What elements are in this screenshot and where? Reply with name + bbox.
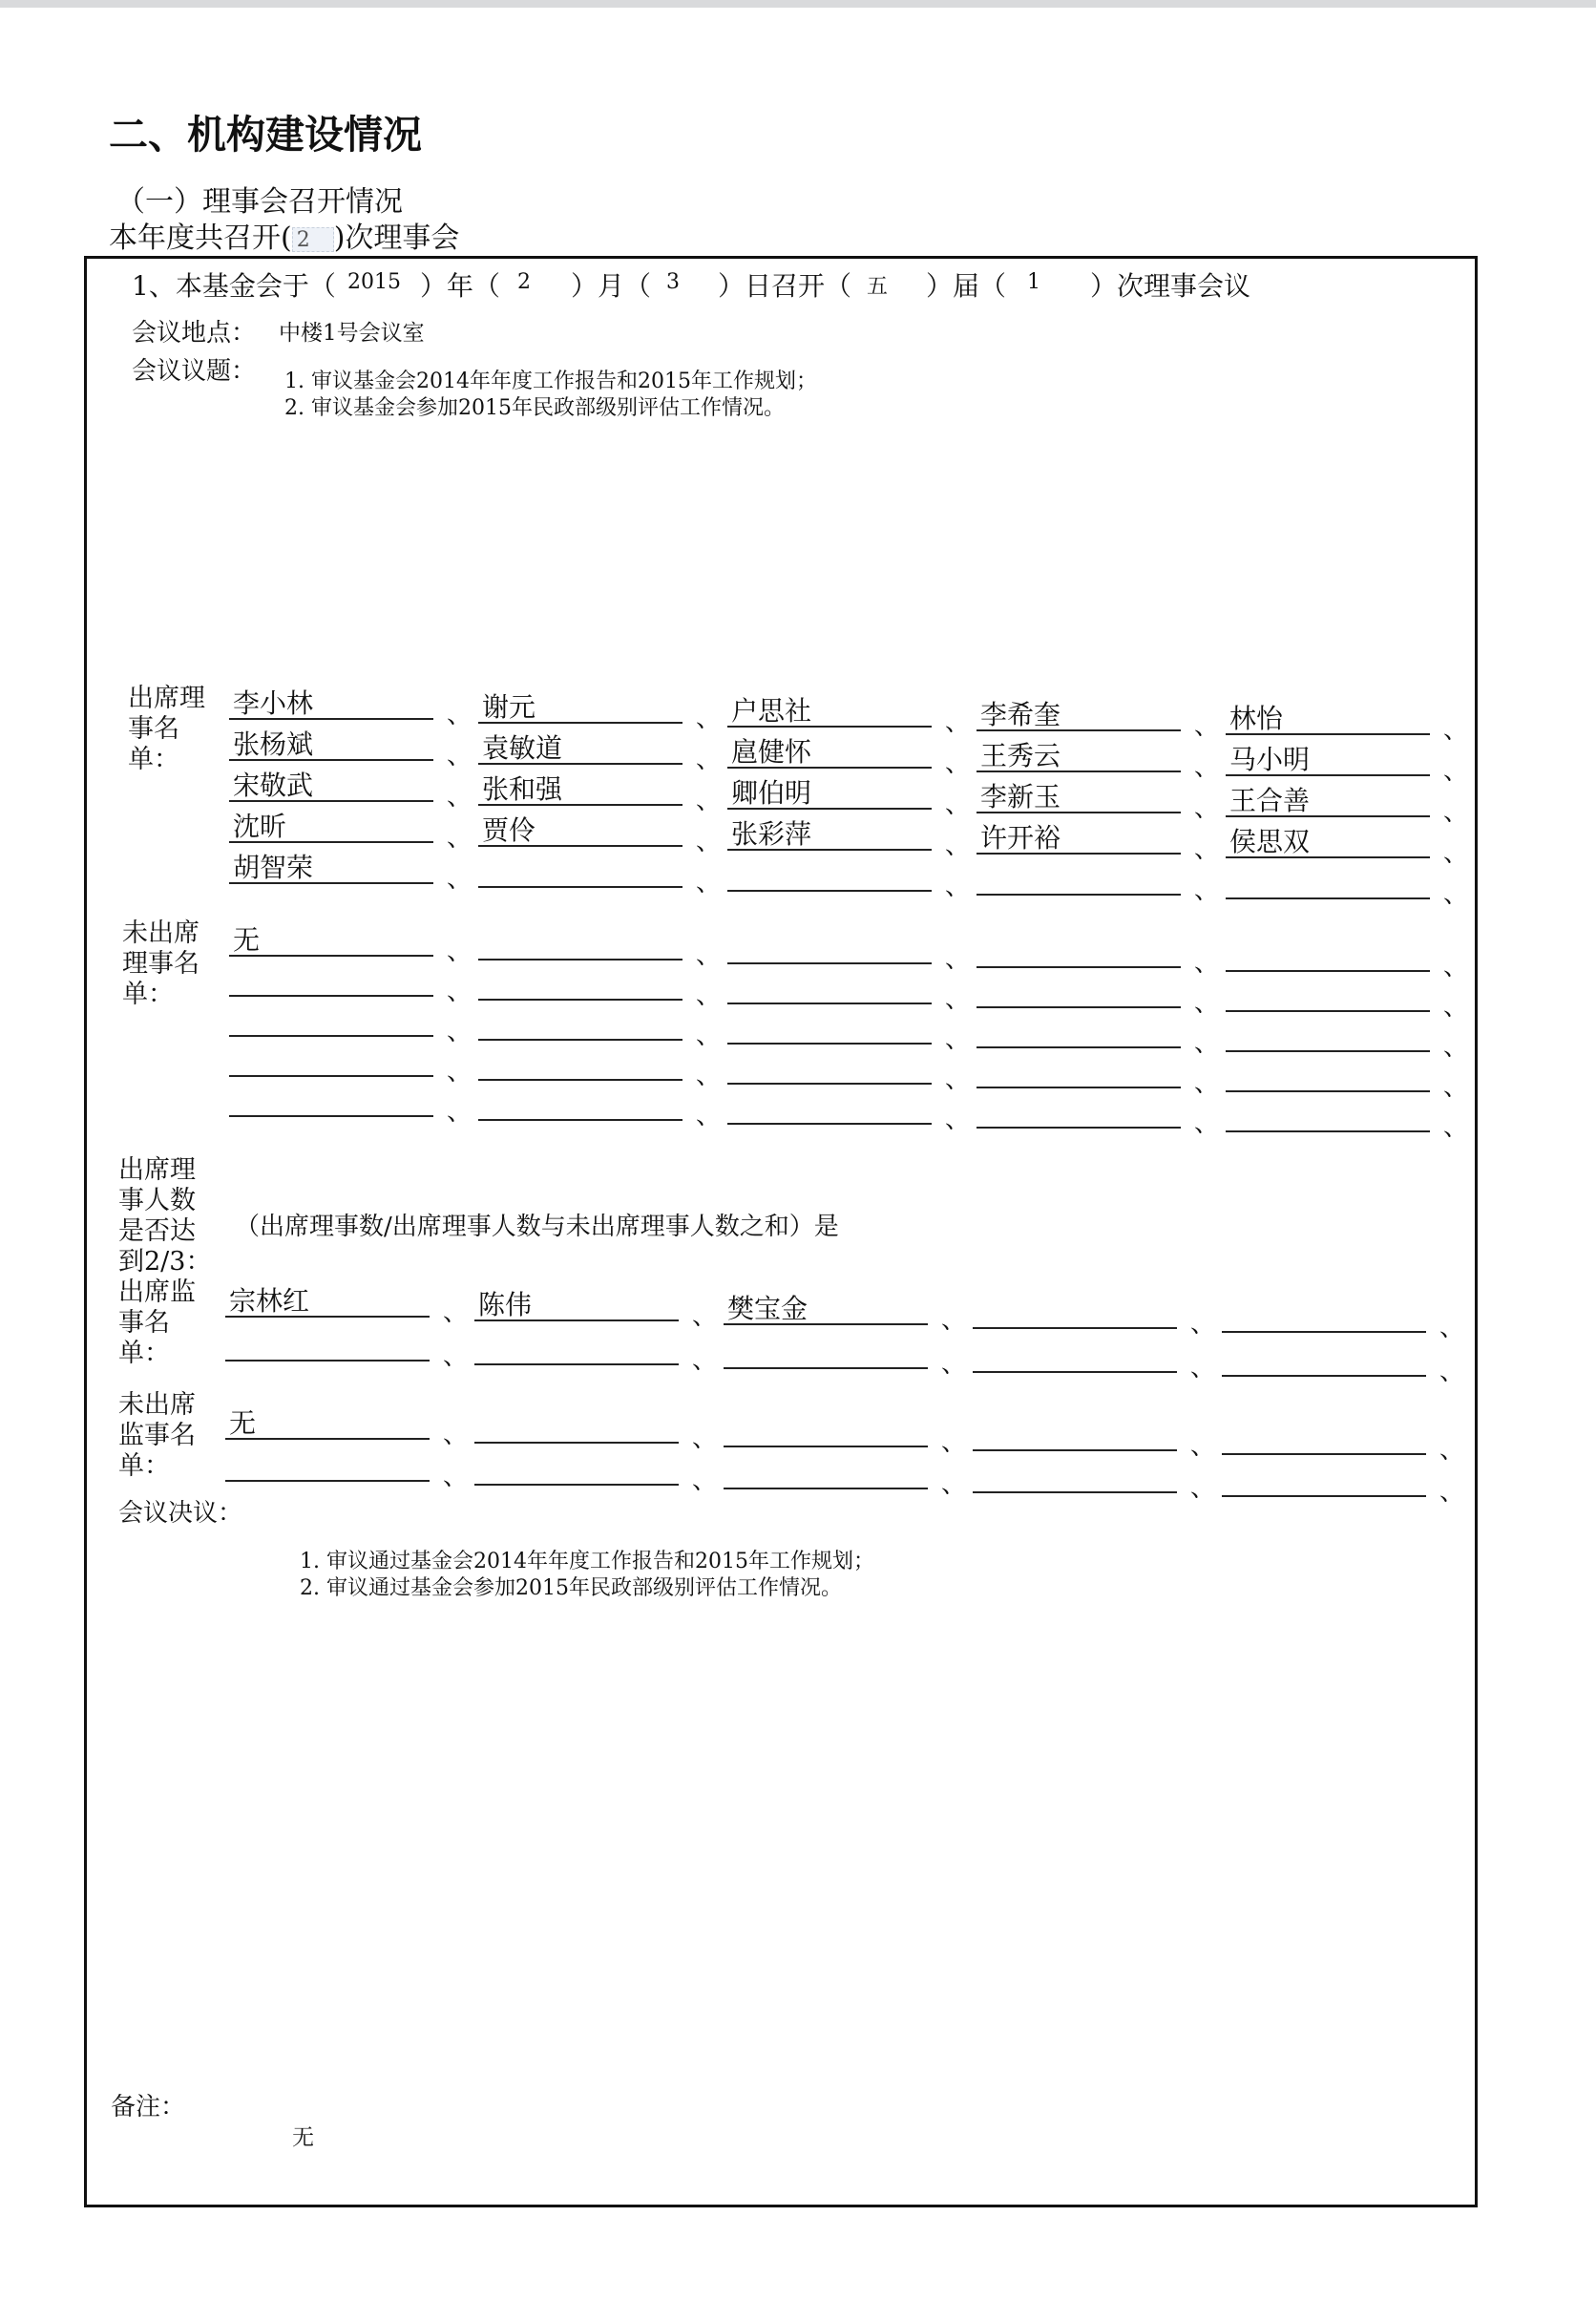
- separator-mark: 、: [1194, 1069, 1220, 1098]
- separator-mark: 、: [1194, 949, 1220, 978]
- separator-mark: 、: [696, 982, 722, 1010]
- separator-mark: 、: [447, 783, 472, 812]
- separator-mark: 、: [1443, 1033, 1469, 1062]
- absent-supervisor-field[interactable]: [724, 1457, 928, 1489]
- separator-mark: 、: [696, 705, 722, 733]
- attending-director-field[interactable]: 王秀云: [976, 740, 1181, 772]
- meeting-header-prefix: 1、本基金会于（: [132, 270, 336, 302]
- absent-director-field[interactable]: [727, 972, 932, 1004]
- subsection-title: （一）理事会召开情况: [116, 185, 403, 219]
- attending-director-field[interactable]: 贾伶: [478, 814, 682, 847]
- absent-supervisor-field[interactable]: [1222, 1423, 1426, 1455]
- absent-supervisor-field[interactable]: [474, 1411, 679, 1444]
- separator-mark: 、: [1443, 953, 1469, 982]
- meeting-year-unit: ）年（: [420, 270, 501, 302]
- meeting-day-unit: ）日召开（: [718, 270, 852, 302]
- separator-mark: 、: [1194, 989, 1220, 1018]
- separator-mark: 、: [692, 1467, 718, 1495]
- absent-director-field[interactable]: [478, 928, 682, 961]
- separator-mark: 、: [1443, 716, 1469, 745]
- separator-mark: 、: [696, 828, 722, 856]
- attending-directors-label: 出席理 事名 单：: [128, 684, 205, 774]
- attending-director-field[interactable]: 林怡: [1226, 703, 1430, 735]
- separator-mark: 、: [1443, 880, 1469, 909]
- attending-director-field[interactable]: 张彩萍: [727, 818, 932, 851]
- separator-mark: 、: [447, 1018, 472, 1046]
- separator-mark: 、: [696, 1022, 722, 1050]
- absent-director-field[interactable]: [1226, 939, 1430, 972]
- separator-mark: 、: [447, 1058, 472, 1087]
- absent-director-field[interactable]: [727, 1012, 932, 1045]
- absent-supervisor-field[interactable]: [724, 1415, 928, 1447]
- attending-director-field[interactable]: [727, 859, 932, 892]
- meeting-number-unit: ）次理事会议: [1090, 270, 1251, 302]
- attending-director-field[interactable]: 扈健怀: [727, 736, 932, 769]
- attending-supervisor-field[interactable]: [474, 1333, 679, 1365]
- absent-director-field[interactable]: [976, 976, 1181, 1008]
- absent-director-field[interactable]: [976, 1016, 1181, 1048]
- separator-mark: 、: [696, 787, 722, 815]
- absent-director-field[interactable]: [976, 1096, 1181, 1129]
- separator-mark: 、: [1194, 794, 1220, 823]
- separator-mark: 、: [945, 945, 971, 974]
- absent-director-field[interactable]: [1226, 1020, 1430, 1052]
- separator-mark: 、: [1443, 839, 1469, 868]
- attending-supervisor-field[interactable]: [973, 1340, 1177, 1373]
- absent-supervisor-field[interactable]: [973, 1419, 1177, 1451]
- absent-supervisor-field[interactable]: 无: [225, 1407, 430, 1440]
- separator-mark: 、: [443, 1421, 469, 1449]
- absent-supervisor-field[interactable]: [1222, 1465, 1426, 1497]
- resolutions-label: 会议决议：: [118, 1499, 243, 1528]
- absent-director-field[interactable]: [1226, 1060, 1430, 1092]
- resolution-item: 1. 审议通过基金会2014年年度工作报告和2015年工作规划；: [300, 1550, 874, 1573]
- attending-supervisor-field[interactable]: [225, 1329, 430, 1362]
- separator-mark: 、: [447, 1098, 472, 1127]
- absent-director-field[interactable]: 无: [229, 924, 433, 957]
- separator-mark: 、: [1439, 1314, 1465, 1342]
- separator-mark: 、: [692, 1346, 718, 1375]
- separator-mark: 、: [1194, 1109, 1220, 1138]
- separator-mark: 、: [447, 978, 472, 1006]
- absent-director-field[interactable]: [727, 932, 932, 964]
- scan-edge: [0, 0, 1596, 8]
- meeting-month-unit: ）月（: [571, 270, 652, 302]
- remarks-label: 备注：: [111, 2093, 186, 2122]
- attending-director-field[interactable]: 谢元: [478, 691, 682, 724]
- attending-supervisor-field[interactable]: 宗林红: [225, 1285, 430, 1318]
- attending-director-field[interactable]: [976, 863, 1181, 896]
- separator-mark: 、: [696, 941, 722, 970]
- separator-mark: 、: [945, 708, 971, 737]
- meeting-number[interactable]: 1: [1027, 270, 1040, 294]
- section-title: 二、机构建设情况: [109, 112, 422, 158]
- meeting-day[interactable]: 3: [666, 270, 680, 294]
- absent-supervisors-label: 未出席 监事名 单：: [118, 1390, 196, 1481]
- absent-supervisor-field[interactable]: [474, 1453, 679, 1486]
- attending-director-field[interactable]: 户思社: [727, 695, 932, 728]
- absent-director-field[interactable]: [727, 1092, 932, 1125]
- separator-mark: 、: [1194, 1029, 1220, 1058]
- separator-mark: 、: [945, 749, 971, 778]
- separator-mark: 、: [945, 985, 971, 1014]
- separator-mark: 、: [1443, 1113, 1469, 1142]
- separator-mark: 、: [692, 1425, 718, 1453]
- attending-director-field[interactable]: 许开裕: [976, 822, 1181, 855]
- resolution-item: 2. 审议通过基金会参加2015年民政部级别评估工作情况。: [300, 1576, 842, 1600]
- separator-mark: 、: [447, 865, 472, 894]
- separator-mark: 、: [1190, 1432, 1216, 1461]
- separator-mark: 、: [941, 1428, 967, 1457]
- meeting-count-prefix: 本年度共召开(: [109, 222, 292, 255]
- meeting-count-line: [109, 214, 459, 256]
- separator-mark: 、: [1190, 1474, 1216, 1503]
- topics-label: 会议议题：: [132, 357, 257, 386]
- separator-mark: 、: [941, 1470, 967, 1499]
- topic-item: 1. 审议基金会2014年年度工作报告和2015年工作规划；: [284, 369, 817, 393]
- separator-mark: 、: [1439, 1358, 1465, 1386]
- location-label: 会议地点：: [132, 319, 257, 348]
- separator-mark: 、: [1443, 993, 1469, 1022]
- attending-supervisor-field[interactable]: [724, 1337, 928, 1369]
- separator-mark: 、: [696, 1062, 722, 1090]
- separator-mark: 、: [1194, 753, 1220, 782]
- separator-mark: 、: [1190, 1354, 1216, 1383]
- absent-director-field[interactable]: [727, 1052, 932, 1085]
- separator-mark: 、: [1443, 798, 1469, 827]
- separator-mark: 、: [443, 1463, 469, 1491]
- separator-mark: 、: [945, 1106, 971, 1134]
- separator-mark: 、: [945, 873, 971, 901]
- meeting-month[interactable]: 2: [517, 270, 531, 294]
- attending-director-field[interactable]: 卿伯明: [727, 777, 932, 810]
- separator-mark: 、: [945, 832, 971, 860]
- separator-mark: 、: [443, 1342, 469, 1371]
- separator-mark: 、: [447, 701, 472, 729]
- attending-director-field[interactable]: 胡智荣: [229, 852, 433, 884]
- attending-supervisor-field[interactable]: 樊宝金: [724, 1293, 928, 1325]
- absent-director-field[interactable]: [478, 1008, 682, 1041]
- attending-director-field[interactable]: 侯思双: [1226, 826, 1430, 858]
- absent-director-field[interactable]: [478, 1048, 682, 1081]
- separator-mark: 、: [696, 869, 722, 897]
- absent-director-field[interactable]: [1226, 1100, 1430, 1132]
- attending-director-field[interactable]: 李小林: [229, 687, 433, 720]
- meeting-session[interactable]: 五: [867, 275, 889, 299]
- absent-director-field[interactable]: [229, 1085, 433, 1117]
- separator-mark: 、: [1439, 1436, 1465, 1465]
- separator-mark: 、: [1439, 1478, 1465, 1507]
- meeting-count-field[interactable]: 2: [292, 227, 334, 252]
- attending-director-field[interactable]: 王合善: [1226, 785, 1430, 817]
- absent-director-field[interactable]: [976, 936, 1181, 968]
- absent-director-field[interactable]: [229, 1045, 433, 1077]
- ratio-text: （出席理事数/出席理事人数与未出席理事人数之和）是: [235, 1213, 839, 1241]
- separator-mark: 、: [1443, 1073, 1469, 1102]
- absent-director-field[interactable]: [478, 1088, 682, 1121]
- separator-mark: 、: [1194, 835, 1220, 864]
- meeting-count-suffix: )次理事会: [333, 222, 460, 255]
- meeting-session-unit: ）届（: [926, 270, 1007, 302]
- separator-mark: 、: [1443, 757, 1469, 786]
- attending-supervisor-field[interactable]: [1222, 1300, 1426, 1333]
- attending-supervisors-label: 出席监 事名 单：: [118, 1277, 196, 1368]
- separator-mark: 、: [1194, 876, 1220, 905]
- absent-supervisor-field[interactable]: [973, 1461, 1177, 1493]
- attending-director-field[interactable]: 马小明: [1226, 744, 1430, 776]
- attending-director-field[interactable]: 宋敬武: [229, 770, 433, 802]
- absent-director-field[interactable]: [478, 968, 682, 1001]
- attending-director-field[interactable]: 李新玉: [976, 781, 1181, 813]
- separator-mark: 、: [447, 742, 472, 771]
- attending-director-field[interactable]: 沈昕: [229, 811, 433, 843]
- separator-mark: 、: [941, 1306, 967, 1335]
- absent-director-field[interactable]: [976, 1056, 1181, 1088]
- separator-mark: 、: [447, 938, 472, 966]
- absent-director-field[interactable]: [1226, 980, 1430, 1012]
- ratio-label: 出席理 事人数 是否达 到2/3：: [118, 1155, 212, 1277]
- separator-mark: 、: [692, 1302, 718, 1331]
- location-value: 中楼1号会议室: [279, 321, 425, 346]
- topic-item: 2. 审议基金会参加2015年民政部级别评估工作情况。: [284, 396, 785, 420]
- attending-director-field[interactable]: 袁敏道: [478, 732, 682, 765]
- remarks-value: 无: [292, 2125, 314, 2150]
- attending-director-field[interactable]: [1226, 867, 1430, 899]
- absent-director-field[interactable]: [229, 964, 433, 997]
- separator-mark: 、: [941, 1350, 967, 1379]
- separator-mark: 、: [443, 1298, 469, 1327]
- absent-supervisor-field[interactable]: [225, 1449, 430, 1482]
- separator-mark: 、: [1190, 1310, 1216, 1339]
- attending-director-field[interactable]: 李希奎: [976, 699, 1181, 731]
- attending-supervisor-field[interactable]: 陈伟: [474, 1289, 679, 1321]
- separator-mark: 、: [447, 824, 472, 853]
- separator-mark: 、: [945, 791, 971, 819]
- attending-supervisor-field[interactable]: [1222, 1344, 1426, 1377]
- separator-mark: 、: [945, 1066, 971, 1094]
- separator-mark: 、: [696, 746, 722, 774]
- attending-director-field[interactable]: 张杨斌: [229, 728, 433, 761]
- separator-mark: 、: [945, 1025, 971, 1054]
- meeting-year[interactable]: 2015: [347, 270, 401, 294]
- attending-director-field[interactable]: [478, 855, 682, 888]
- separator-mark: 、: [696, 1102, 722, 1130]
- absent-director-field[interactable]: [229, 1004, 433, 1037]
- absent-directors-label: 未出席 理事名 单：: [122, 918, 200, 1009]
- separator-mark: 、: [1194, 712, 1220, 741]
- attending-supervisor-field[interactable]: [973, 1297, 1177, 1329]
- attending-director-field[interactable]: 张和强: [478, 773, 682, 806]
